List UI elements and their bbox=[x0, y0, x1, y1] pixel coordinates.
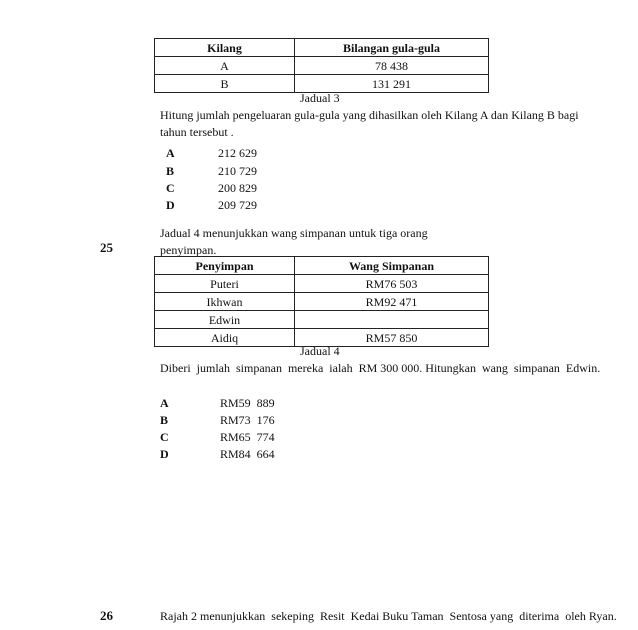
table-caption: Jadual 3 bbox=[300, 91, 340, 105]
table-header-row bbox=[155, 39, 489, 57]
table-caption: Jadual 4 bbox=[300, 344, 340, 358]
table-row bbox=[155, 311, 489, 329]
option-letter: A bbox=[166, 146, 175, 160]
option-letter: B bbox=[160, 413, 169, 427]
table-3 bbox=[154, 38, 489, 93]
option-value: 200 829 bbox=[218, 181, 257, 195]
answer-option[interactable] bbox=[166, 198, 286, 214]
option-value: 212 629 bbox=[218, 146, 257, 160]
table-cell: RM76 503 bbox=[295, 275, 489, 293]
question-number: 26 bbox=[100, 608, 113, 623]
table-cell bbox=[295, 311, 489, 329]
answer-option[interactable] bbox=[160, 413, 300, 429]
question-text: Rajah 2 menunjukkan sekeping Resit Kedai Buku Taman Sentosa yang diterima oleh Ryan. bbox=[160, 609, 617, 623]
table-cell: 78 438 bbox=[295, 57, 489, 75]
table-row bbox=[155, 75, 489, 93]
table-cell: A bbox=[155, 57, 295, 75]
table-header-cell: Wang Simpanan bbox=[295, 257, 489, 275]
answer-option[interactable] bbox=[160, 447, 300, 463]
table-cell: Puteri bbox=[155, 275, 295, 293]
table-header-cell: Bilangan gula-gula bbox=[295, 39, 489, 57]
table-cell: B bbox=[155, 75, 295, 93]
table-row bbox=[155, 275, 489, 293]
option-letter: D bbox=[160, 447, 169, 461]
question-line: Jadual 4 menunjukkan wang simpanan untuk tiga orang bbox=[160, 226, 428, 240]
table-cell: Ikhwan bbox=[155, 293, 295, 311]
question-text: Diberi jumlah simpanan mereka ialah RM 300 000. Hitungkan wang simpanan Edwin. bbox=[160, 361, 601, 375]
option-value: RM73 176 bbox=[220, 413, 275, 427]
option-value: RM59 889 bbox=[220, 396, 275, 410]
table-4 bbox=[154, 256, 489, 347]
answer-option[interactable] bbox=[160, 396, 300, 412]
option-letter: D bbox=[166, 198, 175, 212]
option-letter: A bbox=[160, 396, 169, 410]
table-cell: 131 291 bbox=[295, 75, 489, 93]
table-header-cell: Kilang bbox=[155, 39, 295, 57]
table-header-cell: Penyimpan bbox=[155, 257, 295, 275]
table-cell: Aidiq bbox=[155, 329, 295, 347]
option-value: RM65 774 bbox=[220, 430, 275, 444]
table-cell: RM57 850 bbox=[295, 329, 489, 347]
table-header-row bbox=[155, 257, 489, 275]
question-text bbox=[160, 107, 620, 141]
option-value: 209 729 bbox=[218, 198, 257, 212]
answer-option[interactable] bbox=[166, 164, 286, 180]
option-letter: C bbox=[166, 181, 175, 195]
table-cell: Edwin bbox=[155, 311, 295, 329]
answer-option[interactable] bbox=[166, 181, 286, 197]
question-number: 25 bbox=[100, 240, 113, 255]
option-value: RM84 664 bbox=[220, 447, 275, 461]
table-cell: RM92 471 bbox=[295, 293, 489, 311]
question-line: Hitung jumlah pengeluaran gula-gula yang dihasilkan oleh Kilang A dan Kilang B bagi bbox=[160, 108, 579, 122]
answer-option[interactable] bbox=[160, 430, 300, 446]
question-line: tahun tersebut . bbox=[160, 125, 234, 139]
option-value: 210 729 bbox=[218, 164, 257, 178]
answer-option[interactable] bbox=[166, 146, 286, 162]
question-intro bbox=[160, 225, 580, 259]
option-letter: C bbox=[160, 430, 169, 444]
question-line: penyimpan. bbox=[160, 243, 217, 257]
option-letter: B bbox=[166, 164, 175, 178]
table-row bbox=[155, 57, 489, 75]
table-row bbox=[155, 293, 489, 311]
